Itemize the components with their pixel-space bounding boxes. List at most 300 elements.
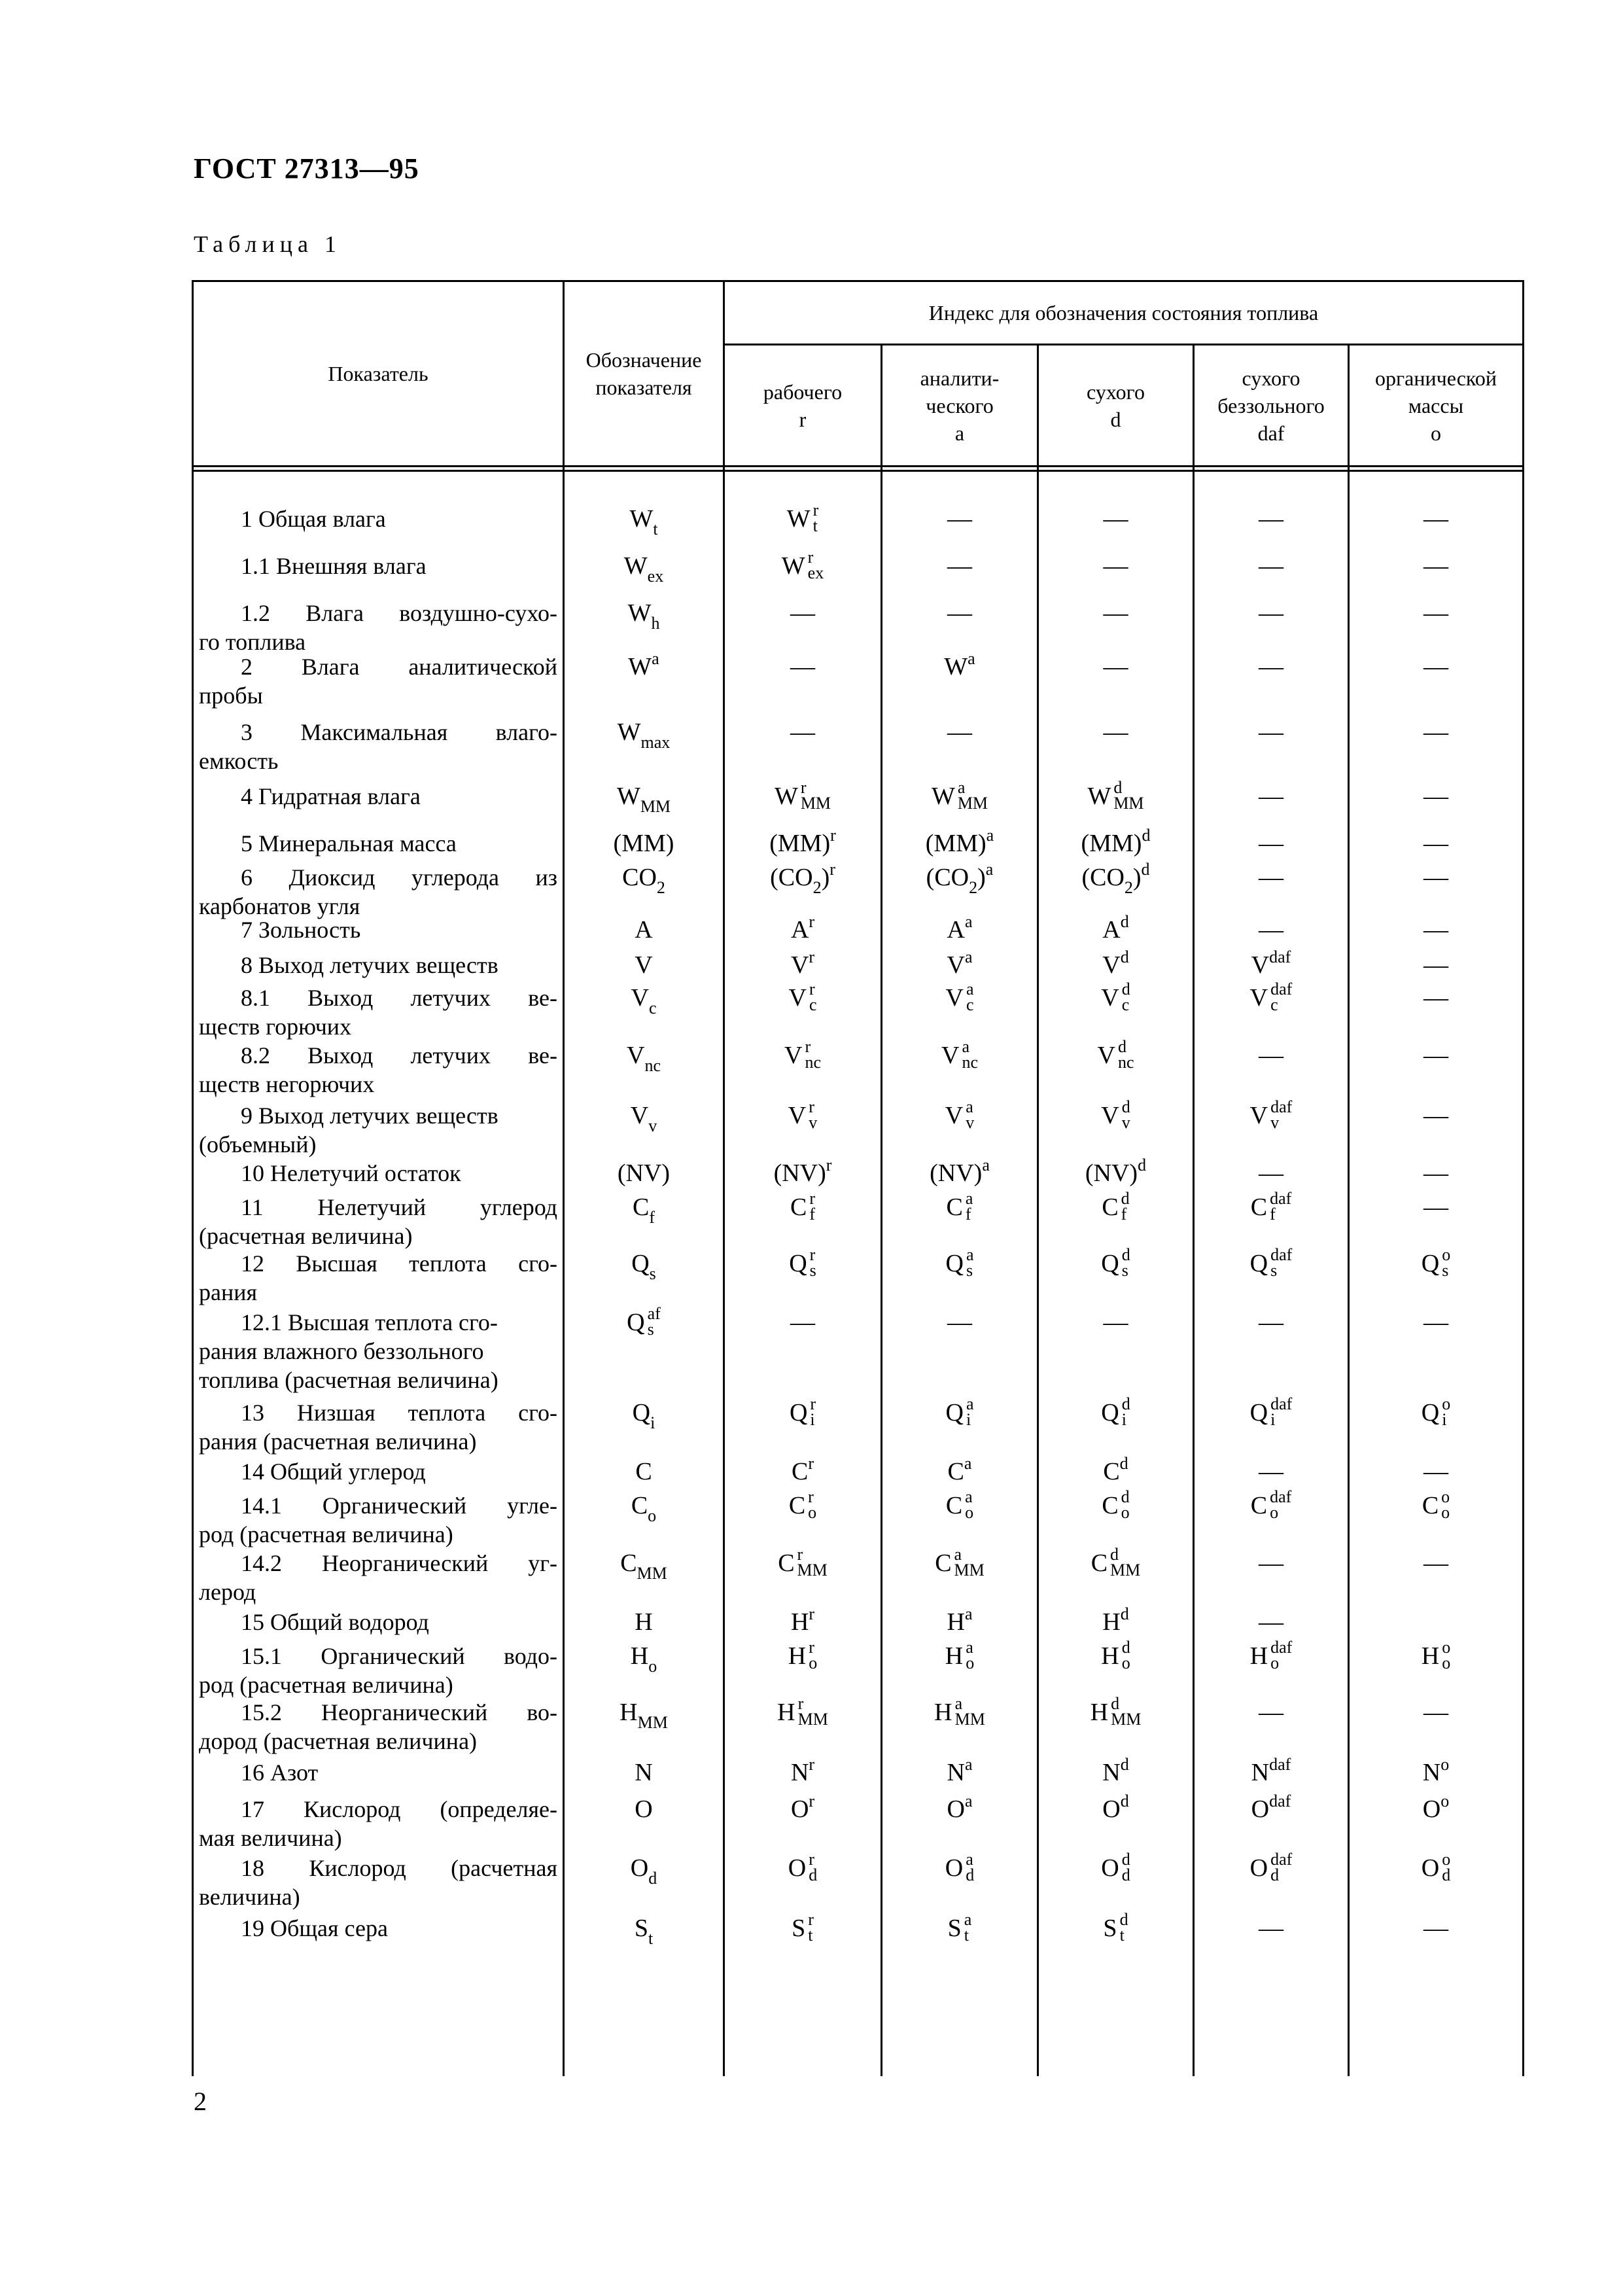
symbol-base: W	[786, 505, 811, 533]
symbol-base: N	[1102, 1759, 1121, 1786]
indicator-name-line	[199, 1366, 557, 1394]
symbol-indices	[809, 1640, 817, 1671]
symbol-base: S	[947, 1915, 962, 1942]
state-index-cell	[725, 1245, 881, 1281]
symbol-superscript: r	[809, 1189, 816, 1209]
symbol-indices	[966, 981, 974, 1013]
designation-symbol	[565, 1101, 723, 1133]
state-index-cell	[1039, 1638, 1193, 1674]
state-index-cell: —	[1259, 864, 1283, 891]
state-index-cell	[882, 1792, 1037, 1826]
symbol-superscript: daf	[1270, 980, 1293, 999]
symbol-base: N	[790, 1759, 809, 1786]
symbol-base: V	[630, 1102, 649, 1129]
symbol-subscript: max	[640, 733, 671, 752]
symbol-base: S	[634, 1915, 648, 1942]
symbol-superscript: d	[1121, 1245, 1130, 1265]
symbol-indices	[1122, 1852, 1130, 1883]
state-index-cell	[1195, 1097, 1348, 1133]
symbol-base: O	[945, 1854, 964, 1882]
symbol-subscript: v	[966, 1113, 975, 1133]
symbol-base: H	[1421, 1642, 1440, 1670]
indicator-word: Неорганический	[321, 1699, 488, 1725]
state-index-cell	[1039, 1189, 1193, 1225]
state-index-cell	[882, 912, 1037, 947]
symbol-indices	[1120, 1912, 1128, 1943]
state-index-cell: —	[1259, 1309, 1283, 1336]
indicator-word: Нелетучий	[317, 1194, 427, 1220]
state-index-cell: —	[1259, 1458, 1283, 1485]
state-index-cell: —	[1103, 653, 1128, 680]
indicator-word: 15.2	[241, 1699, 282, 1725]
symbol-base: C	[788, 1492, 806, 1519]
symbol-base: W	[774, 783, 798, 810]
symbol-subscript: ex	[647, 567, 664, 586]
indicator-name-line	[199, 1824, 557, 1852]
symbol-base: W	[931, 783, 955, 810]
symbol-indices	[955, 1696, 985, 1727]
header-state-line: беззольного	[1217, 393, 1325, 417]
symbol-base: V	[1249, 1102, 1268, 1129]
state-index-cell: —	[1423, 718, 1448, 746]
indicator-name	[199, 1159, 557, 1188]
state-index-cell: —	[1259, 1042, 1283, 1069]
symbol-base: (MM)	[769, 830, 831, 857]
indicator-word: 13	[241, 1400, 264, 1426]
symbol-indices	[808, 550, 824, 581]
symbol-superscript: d	[1111, 1694, 1120, 1714]
state-index-cell: —	[1423, 1042, 1448, 1069]
symbol-indices	[1270, 1396, 1292, 1428]
state-index-cell	[882, 1454, 1037, 1489]
indicator-word: 17	[241, 1796, 264, 1822]
state-index-cell	[725, 1638, 881, 1674]
state-index-cell: —	[1103, 718, 1128, 746]
header-state-line: аналити-	[920, 366, 1000, 390]
state-index-cell: —	[1103, 505, 1128, 533]
indicator-word: ществ негорючих	[199, 1071, 375, 1097]
symbol-subscript: c	[648, 998, 657, 1017]
indicator-name-line	[199, 951, 557, 980]
symbol-superscript: a	[964, 1604, 973, 1623]
indicator-word: углерод	[480, 1194, 557, 1220]
indicator-word: 14 Общий углерод	[241, 1458, 426, 1485]
symbol-indices	[1118, 1039, 1134, 1070]
symbol-base: W	[628, 653, 652, 680]
symbol-base: H	[635, 1608, 653, 1636]
indicator-name-line	[199, 1070, 557, 1099]
symbol-indices	[1270, 1191, 1291, 1222]
symbol-base: Q	[1101, 1399, 1119, 1426]
symbol-base: C	[1250, 1492, 1268, 1519]
indicator-name-line	[199, 1608, 557, 1636]
symbol-subscript: v	[809, 1113, 818, 1133]
symbol-superscript: a	[965, 1487, 973, 1507]
symbol-superscript: o	[1441, 1487, 1450, 1507]
symbol-base: C	[620, 1549, 637, 1577]
symbol-base: C	[947, 1458, 964, 1485]
symbol-superscript: d	[1120, 1792, 1129, 1810]
symbol-superscript: daf	[1269, 947, 1291, 966]
symbol-subscript: f	[649, 1208, 655, 1227]
symbol-base: V	[790, 951, 809, 979]
symbol-indices	[1270, 1099, 1292, 1131]
indicator-name-line	[199, 1670, 557, 1699]
indicator-name	[199, 1193, 557, 1250]
header-state-line: ческого	[926, 393, 994, 417]
symbol-base: H	[934, 1699, 952, 1726]
indicator-word: род (расчетная величина)	[199, 1672, 453, 1698]
indicator-word: 16 Азот	[241, 1759, 319, 1786]
state-index-cell	[725, 1487, 881, 1523]
symbol-subscript: 2	[1124, 878, 1133, 897]
symbol-superscript: d	[1120, 1604, 1129, 1623]
indicator-word: 3	[241, 719, 253, 745]
state-index-cell	[1039, 860, 1193, 897]
symbol-subscript: o	[965, 1503, 974, 1523]
indicator-word: 11	[241, 1194, 264, 1220]
symbol-superscript: d	[1121, 980, 1130, 999]
symbol-superscript: daf	[1270, 1850, 1293, 1869]
symbol-superscript: r	[829, 860, 835, 879]
symbol-subscript: o	[966, 1653, 975, 1673]
indicator-word: 4 Гидратная влага	[241, 783, 421, 809]
document-code: ГОСТ 27313—95	[194, 152, 419, 185]
indicator-word: Низшая	[296, 1400, 375, 1426]
indicator-word: Выход	[307, 985, 374, 1011]
symbol-superscript: d	[1110, 1545, 1119, 1564]
symbol-superscript: d	[1117, 1037, 1126, 1057]
designation-symbol	[565, 599, 723, 633]
state-index-cell	[882, 1604, 1037, 1639]
symbol-base: W	[781, 552, 805, 580]
symbol-base: V	[1101, 984, 1119, 1012]
indicator-name-line	[199, 1159, 557, 1188]
state-index-cell: —	[1259, 552, 1283, 580]
state-index-cell	[882, 1694, 1037, 1730]
state-index-cell: —	[790, 718, 815, 746]
symbol-indices	[954, 1547, 985, 1578]
symbol-superscript: a	[986, 826, 994, 845]
indicator-name	[199, 1457, 557, 1486]
state-index-cell	[725, 826, 881, 860]
symbol-indices	[1122, 1640, 1130, 1671]
symbol-base: V	[631, 984, 649, 1012]
symbol-base: H	[1090, 1699, 1109, 1726]
indicator-name	[199, 863, 557, 921]
state-index-cell	[882, 1037, 1037, 1073]
symbol-superscript: a	[954, 1545, 962, 1564]
state-index-cell	[1039, 1910, 1193, 1946]
symbol-subscript: d	[1270, 1865, 1280, 1885]
symbol-superscript: r	[809, 1097, 814, 1117]
indicator-word: теплота	[409, 1250, 487, 1277]
state-index-cell	[1039, 1850, 1193, 1886]
indicator-name-line	[199, 1578, 557, 1606]
symbol-base: Q	[1249, 1250, 1268, 1277]
state-index-cell	[1195, 1394, 1348, 1430]
state-index-cell	[725, 1545, 881, 1581]
header-state-line: сухого	[1242, 366, 1300, 390]
symbol-base: Q	[945, 1399, 964, 1426]
symbol-indices	[809, 1852, 817, 1883]
state-index-cell	[1039, 1097, 1193, 1133]
state-index-cell: —	[1423, 1699, 1448, 1726]
symbol-subscript: o	[1121, 1503, 1130, 1523]
symbol-superscript: daf	[1269, 1792, 1291, 1810]
symbol-superscript: d	[1119, 1910, 1128, 1930]
state-index-cell	[1039, 1156, 1193, 1190]
symbol-base: C	[635, 1458, 652, 1485]
state-index-cell: —	[1423, 984, 1448, 1012]
state-index-cell: —	[1259, 1549, 1283, 1577]
symbol-superscript: d	[1121, 1189, 1130, 1209]
state-index-cell: —	[1423, 951, 1448, 979]
state-index-cell: —	[1423, 1193, 1448, 1221]
symbol-subscript: c	[809, 995, 817, 1015]
state-index-cell: —	[1259, 653, 1283, 680]
symbol-subscript: o	[1121, 1653, 1130, 1673]
designation-symbol	[565, 829, 723, 858]
symbol-base: C	[1102, 1492, 1119, 1519]
indicator-name-line	[199, 1914, 557, 1943]
symbol-superscript: r	[810, 1394, 816, 1414]
symbol-base: (NV)	[930, 1159, 983, 1187]
symbol-subscript: o	[808, 1503, 817, 1523]
symbol-superscript: r	[809, 1638, 814, 1657]
symbol-superscript: a	[966, 1394, 974, 1414]
symbol-bracket: )	[977, 864, 986, 891]
symbol-indices	[964, 1912, 972, 1943]
symbol-superscript: o	[1442, 1394, 1451, 1414]
symbol-base: Q	[789, 1250, 807, 1277]
state-index-cell	[1039, 1037, 1193, 1073]
symbol-base: V	[635, 951, 653, 979]
symbol-superscript: r	[800, 778, 807, 798]
symbol-indices	[1442, 1247, 1450, 1279]
state-index-cell: —	[1259, 505, 1283, 533]
symbol-indices	[1270, 1852, 1292, 1883]
state-index-cell: —	[947, 718, 972, 746]
symbol-subscript: o	[1270, 1503, 1279, 1523]
state-index-cell	[1039, 1792, 1193, 1826]
symbol-indices	[966, 1396, 974, 1428]
symbol-superscript: r	[809, 980, 815, 999]
symbol-subscript: nc	[644, 1056, 661, 1075]
symbol-base: W	[1087, 783, 1111, 810]
symbol-subscript: MM	[1113, 794, 1144, 813]
symbol-base: A	[635, 916, 653, 944]
symbol-base: V	[941, 1042, 960, 1069]
indicator-word: 8 Выход летучих веществ	[241, 952, 498, 978]
symbol-base: W	[944, 653, 968, 680]
symbol-indices	[1121, 1489, 1130, 1521]
symbol-base: (NV)	[1085, 1159, 1138, 1187]
indicator-word: (расчетная	[451, 1855, 557, 1881]
state-index-cell: —	[1423, 599, 1448, 627]
symbol-superscript: daf	[1270, 1245, 1293, 1265]
indicator-word: 12	[241, 1250, 264, 1277]
indicator-word: угле-	[507, 1492, 557, 1519]
indicator-name	[199, 1608, 557, 1636]
symbol-base: H	[947, 1608, 965, 1636]
state-index-cell	[1195, 1189, 1348, 1225]
designation-symbol	[565, 1608, 723, 1636]
indicator-word: 14.2	[241, 1550, 282, 1576]
symbol-indices	[1122, 1099, 1130, 1131]
symbol-base: A	[947, 916, 965, 944]
symbol-indices	[810, 1396, 816, 1428]
symbol-superscript: a	[966, 980, 974, 999]
table-caption: Таблица 1	[194, 231, 341, 257]
symbol-base: (MM)	[925, 830, 986, 857]
symbol-subscript: MM	[797, 1561, 828, 1580]
symbol-superscript: d	[1138, 1156, 1147, 1174]
state-index-cell: —	[1423, 830, 1448, 857]
header-state-o	[1350, 345, 1522, 465]
symbol-indices	[1270, 1489, 1291, 1521]
header-state-daf	[1195, 345, 1348, 465]
state-index-cell	[882, 1156, 1037, 1190]
symbol-superscript: d	[1121, 1394, 1130, 1414]
state-index-cell: —	[1423, 783, 1448, 810]
indicator-word: 1 Общая влага	[241, 506, 386, 532]
symbol-base: (MM)	[613, 830, 674, 857]
symbol-base: V	[945, 1102, 964, 1129]
symbol-base: Q	[631, 1250, 650, 1277]
symbol-superscript: a	[968, 649, 975, 668]
symbol-base: C	[1422, 1492, 1439, 1519]
designation-symbol	[565, 1698, 723, 1732]
symbol-base: C	[632, 1193, 650, 1221]
indicator-word: карбонатов угля	[199, 893, 360, 919]
symbol-superscript: a	[954, 1694, 963, 1714]
symbol-indices	[966, 1099, 974, 1131]
indicator-name-line	[199, 1642, 557, 1670]
state-index-cell	[1350, 1792, 1522, 1826]
symbol-base: H	[788, 1642, 807, 1670]
indicator-word: 7 Зольность	[241, 917, 361, 943]
state-index-cell: —	[1259, 1608, 1283, 1636]
symbol-base: V	[1097, 1042, 1115, 1069]
header-bottom-divider	[194, 465, 1522, 472]
header-designation-line: показателя	[595, 376, 692, 399]
state-index-cell	[725, 1394, 881, 1430]
indicator-name-line	[199, 1101, 557, 1130]
symbol-superscript: d	[1141, 860, 1150, 879]
header-state-line: a	[954, 421, 965, 445]
state-index-cell	[725, 860, 881, 897]
state-index-cell	[1039, 778, 1193, 814]
designation-symbol	[565, 951, 723, 980]
indicator-word: 15.1	[241, 1643, 282, 1669]
symbol-subscript: s	[1121, 1261, 1128, 1280]
symbol-superscript: r	[808, 1454, 814, 1473]
designation-symbol	[565, 863, 723, 897]
symbol-base: V	[788, 984, 807, 1012]
indicator-word: ве-	[528, 1042, 557, 1069]
symbol-subscript: nc	[962, 1053, 978, 1072]
indicator-name	[199, 1914, 557, 1943]
state-index-cell	[1195, 1755, 1348, 1790]
symbol-base: H	[630, 1642, 649, 1670]
indicator-word: Органический	[321, 1643, 465, 1669]
indicator-name-line	[199, 1882, 557, 1911]
indicator-word: летучих	[410, 985, 491, 1011]
symbol-subscript: s	[1442, 1261, 1449, 1280]
designation-symbol	[565, 552, 723, 586]
symbol-subscript: d	[809, 1865, 818, 1885]
symbol-base: C	[790, 1193, 807, 1221]
symbol-indices	[1122, 1396, 1130, 1428]
symbol-superscript: a	[966, 1638, 973, 1657]
state-index-cell	[1350, 1638, 1522, 1674]
state-index-cell	[725, 1189, 881, 1225]
symbol-base: C	[1102, 1193, 1119, 1221]
state-index-cell: —	[1423, 1309, 1448, 1336]
indicator-name	[199, 915, 557, 944]
state-index-cell	[1039, 1604, 1193, 1639]
symbol-superscript: r	[809, 1792, 815, 1810]
state-index-cell	[1350, 1245, 1522, 1281]
indicator-word: 10 Нелетучий остаток	[241, 1160, 461, 1186]
symbol-superscript: a	[964, 912, 973, 931]
indicator-word: сго-	[518, 1250, 557, 1277]
symbol-indices	[1441, 1489, 1450, 1521]
symbol-indices	[962, 1039, 978, 1070]
indicator-name-line	[199, 1727, 557, 1756]
symbol-subscript: t	[964, 1926, 969, 1945]
state-index-cell	[882, 649, 1037, 684]
symbol-subscript: v	[1121, 1113, 1130, 1133]
indicator-word: род (расчетная величина)	[199, 1521, 453, 1547]
indicator-word: Неорганический	[322, 1550, 489, 1576]
symbol-subscript: i	[1121, 1410, 1126, 1430]
state-index-cell	[1039, 1394, 1193, 1430]
indicator-word: 6	[241, 864, 253, 891]
indicator-name-line	[199, 983, 557, 1012]
indicator-word: водо-	[503, 1643, 557, 1669]
state-index-cell: —	[1423, 1915, 1448, 1942]
state-index-cell: —	[1423, 864, 1448, 891]
symbol-indices	[1442, 1396, 1450, 1428]
symbol-base: Q	[627, 1309, 645, 1336]
state-index-cell	[725, 548, 881, 584]
designation-symbol	[565, 1457, 723, 1486]
indicator-name	[199, 1308, 557, 1394]
state-index-cell	[882, 778, 1037, 814]
state-index-cell: —	[1259, 830, 1283, 857]
state-index-cell	[1195, 1792, 1348, 1826]
symbol-subscript: ex	[807, 563, 824, 583]
state-index-cell	[725, 1037, 881, 1073]
state-index-cell: —	[1423, 653, 1448, 680]
indicator-word: из	[535, 864, 557, 891]
symbol-subscript: MM	[954, 1561, 985, 1580]
indicator-word: (объемный)	[199, 1131, 317, 1157]
symbol-indices	[1113, 780, 1143, 811]
indicator-word: пробы	[199, 682, 263, 709]
header-designation-line: Обозначение	[585, 348, 702, 372]
symbol-subscript: i	[810, 1410, 815, 1430]
designation-symbol	[565, 1854, 723, 1888]
symbol-base: A	[1102, 916, 1121, 944]
header-state-group: Индекс для обозначения состояния топлива	[928, 301, 1319, 325]
symbol-superscript: a	[982, 1156, 990, 1174]
designation-symbol	[565, 1491, 723, 1523]
symbol-superscript: a	[964, 1454, 972, 1473]
indicator-name	[199, 983, 557, 1041]
